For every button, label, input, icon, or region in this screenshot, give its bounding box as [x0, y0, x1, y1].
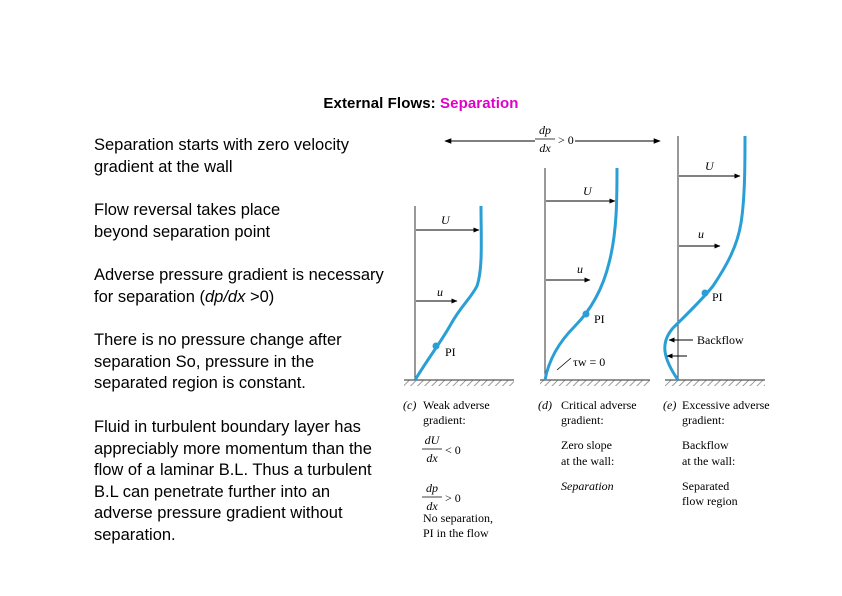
paragraph-pressure-constant: There is no pressure change after separation So, pressure in the separated region is constant.	[94, 331, 342, 392]
adverse-line2-prefix: for separation (	[94, 287, 205, 306]
adverse-line1: Adverse pressure gradient is necessary	[94, 266, 384, 284]
caption-d-1: Critical adverse	[561, 398, 637, 412]
note1-e-1: Backflow	[682, 438, 729, 452]
header-rel: > 0	[558, 133, 574, 147]
title-prefix: External Flows:	[323, 95, 441, 112]
cond1-rel-c: < 0	[445, 443, 461, 457]
header-num: dp	[539, 123, 551, 137]
note1-d-1: Zero slope	[561, 438, 612, 452]
note1-e-2: at the wall:	[682, 454, 736, 468]
caption-e-2: gradient:	[682, 413, 725, 427]
inflection-point-e	[702, 290, 709, 297]
cond1-num-c: dU	[424, 433, 440, 447]
paragraph-flow-reversal: Flow reversal takes place beyond separation point	[94, 201, 281, 241]
page-title	[0, 95, 842, 112]
note2-d: Separation	[561, 479, 614, 493]
separation-diagram	[395, 118, 790, 543]
label-u-d: u	[577, 262, 583, 276]
label-U-c: U	[441, 213, 450, 227]
label-u-c: u	[437, 285, 443, 299]
adverse-line2-italic: dp/dx	[204, 287, 246, 306]
note2-e-1: Separated	[682, 479, 730, 493]
note-c-2: PI in the flow	[423, 526, 489, 540]
note2-e-2: flow region	[682, 494, 738, 508]
label-tau-d: τw = 0	[573, 355, 606, 369]
wall-hatch-e	[665, 380, 765, 386]
inflection-point-d	[583, 311, 590, 318]
label-u-e: u	[698, 227, 704, 241]
paragraph-zero-gradient: Separation starts with zero velocity gradient at the wall	[94, 136, 349, 176]
cond2-den-c: dx	[426, 499, 438, 513]
label-PI-c: PI	[445, 345, 456, 359]
paragraph-turbulent-bl: Fluid in turbulent boundary layer has appreciably more momentum than the flow of a laminar B.L. Thus a turbulent B.L can penetrate further into an adverse pressure gradient without separation.	[94, 418, 372, 544]
note1-d-2: at the wall:	[561, 454, 615, 468]
cond2-num-c: dp	[426, 481, 438, 495]
separation-figure	[395, 118, 790, 543]
caption-tag-e: (e)	[663, 398, 677, 412]
caption-e-1: Excessive adverse	[682, 398, 770, 412]
label-U-d: U	[583, 184, 592, 198]
label-PI-d: PI	[594, 312, 605, 326]
label-backflow-e: Backflow	[697, 333, 744, 347]
caption-d-2: gradient:	[561, 413, 604, 427]
title-highlight: Separation	[440, 95, 519, 112]
header-den: dx	[539, 141, 551, 155]
label-PI-e: PI	[712, 290, 723, 304]
adverse-line2-suffix: >0)	[245, 287, 275, 306]
cond2-rel-c: > 0	[445, 491, 461, 505]
caption-c-2: gradient:	[423, 413, 466, 427]
caption-c-1: Weak adverse	[423, 398, 490, 412]
caption-tag-c: (c)	[403, 398, 417, 412]
tau-pointer-d	[557, 358, 571, 370]
wall-hatch-d	[540, 380, 650, 386]
paragraph-adverse-pressure	[94, 265, 384, 308]
label-U-e: U	[705, 159, 714, 173]
note-c-1: No separation,	[423, 511, 493, 525]
inflection-point-c	[433, 343, 440, 350]
caption-tag-d: (d)	[538, 398, 552, 412]
cond1-den-c: dx	[426, 451, 438, 465]
wall-hatch-c	[404, 380, 514, 386]
